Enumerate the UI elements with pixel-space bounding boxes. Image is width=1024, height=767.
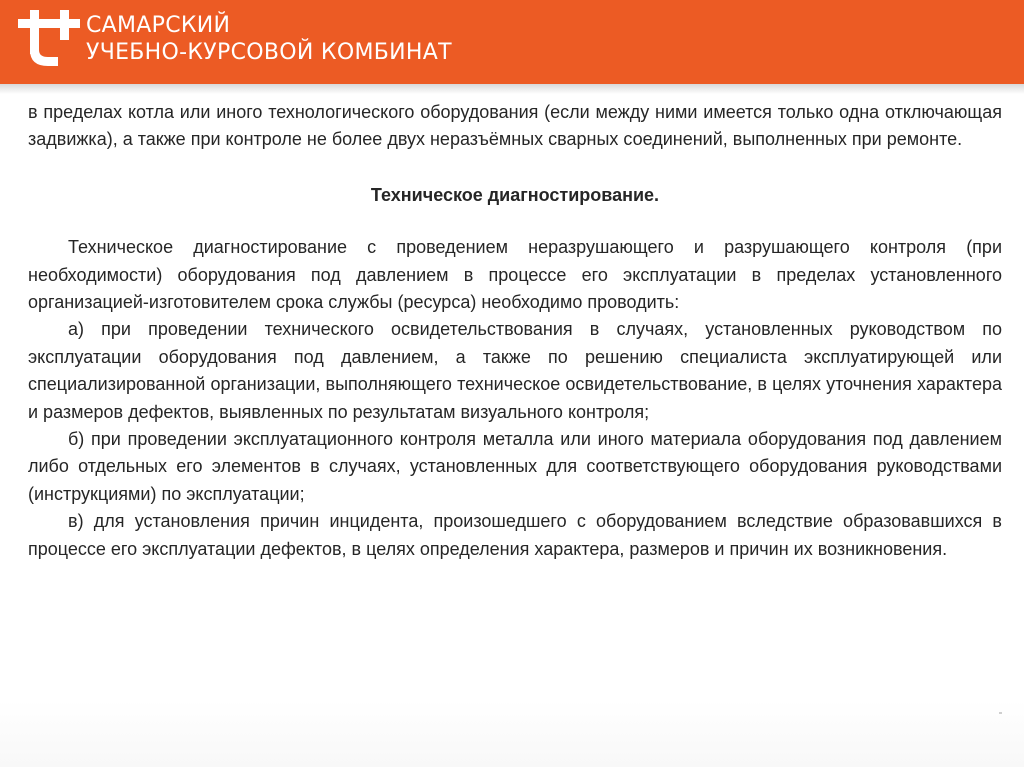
header-divider xyxy=(0,84,1024,94)
double-t-cross-logo-icon xyxy=(12,10,84,70)
slide-header xyxy=(0,0,1024,84)
list-item-b: б) при проведении эксплуатационного контроля металла или иного материала оборудования под давлением либо отдельных его элементов в случаях, установленных для соответствующего оборудования руководствами (инструкциями) по эксплуатации; xyxy=(28,429,1002,504)
section-heading: Техническое диагностирование. xyxy=(370,184,660,205)
corner-mark xyxy=(999,712,1002,714)
list-item-a: а) при проведении технического освидетельствования в случаях, установленных руководством по эксплуатации оборудования под давлением, а также по решению специалиста эксплуатирующей или специализированной организации, выполняющего техническое освидетельствование, в целях уточнения характера и размеров дефектов, выявленных по результатам визуального контроля; xyxy=(28,319,1002,422)
brand-line-1: САМАРСКИЙ xyxy=(86,13,231,38)
brand-line-2: УЧЕБНО-КУРСОВОЙ КОМБИНАТ xyxy=(86,40,452,65)
list-item-c: в) для установления причин инцидента, произошедшего с оборудованием вследствие образовавшихся в процессе его эксплуатации дефектов, в целях определения характера, размеров и причин их возникновения. xyxy=(28,511,1002,559)
document-body xyxy=(28,99,1002,563)
intro-paragraph: в пределах котла или иного технологического оборудования (если между ними имеется только одна отключающая задвижка), а также при контроле не более двух неразъёмных сварных соединений, выполненных при ремонте. xyxy=(28,102,1002,150)
diagnostics-paragraph: Техническое диагностирование с проведением неразрушающего и разрушающего контроля (при необходимости) оборудования под давлением в процессе его эксплуатации в пределах установленного организацией-изготовителем срока службы (ресурса) необходимо проводить: xyxy=(28,237,1002,313)
bottom-shading xyxy=(0,700,1024,767)
brand-name xyxy=(86,12,452,66)
